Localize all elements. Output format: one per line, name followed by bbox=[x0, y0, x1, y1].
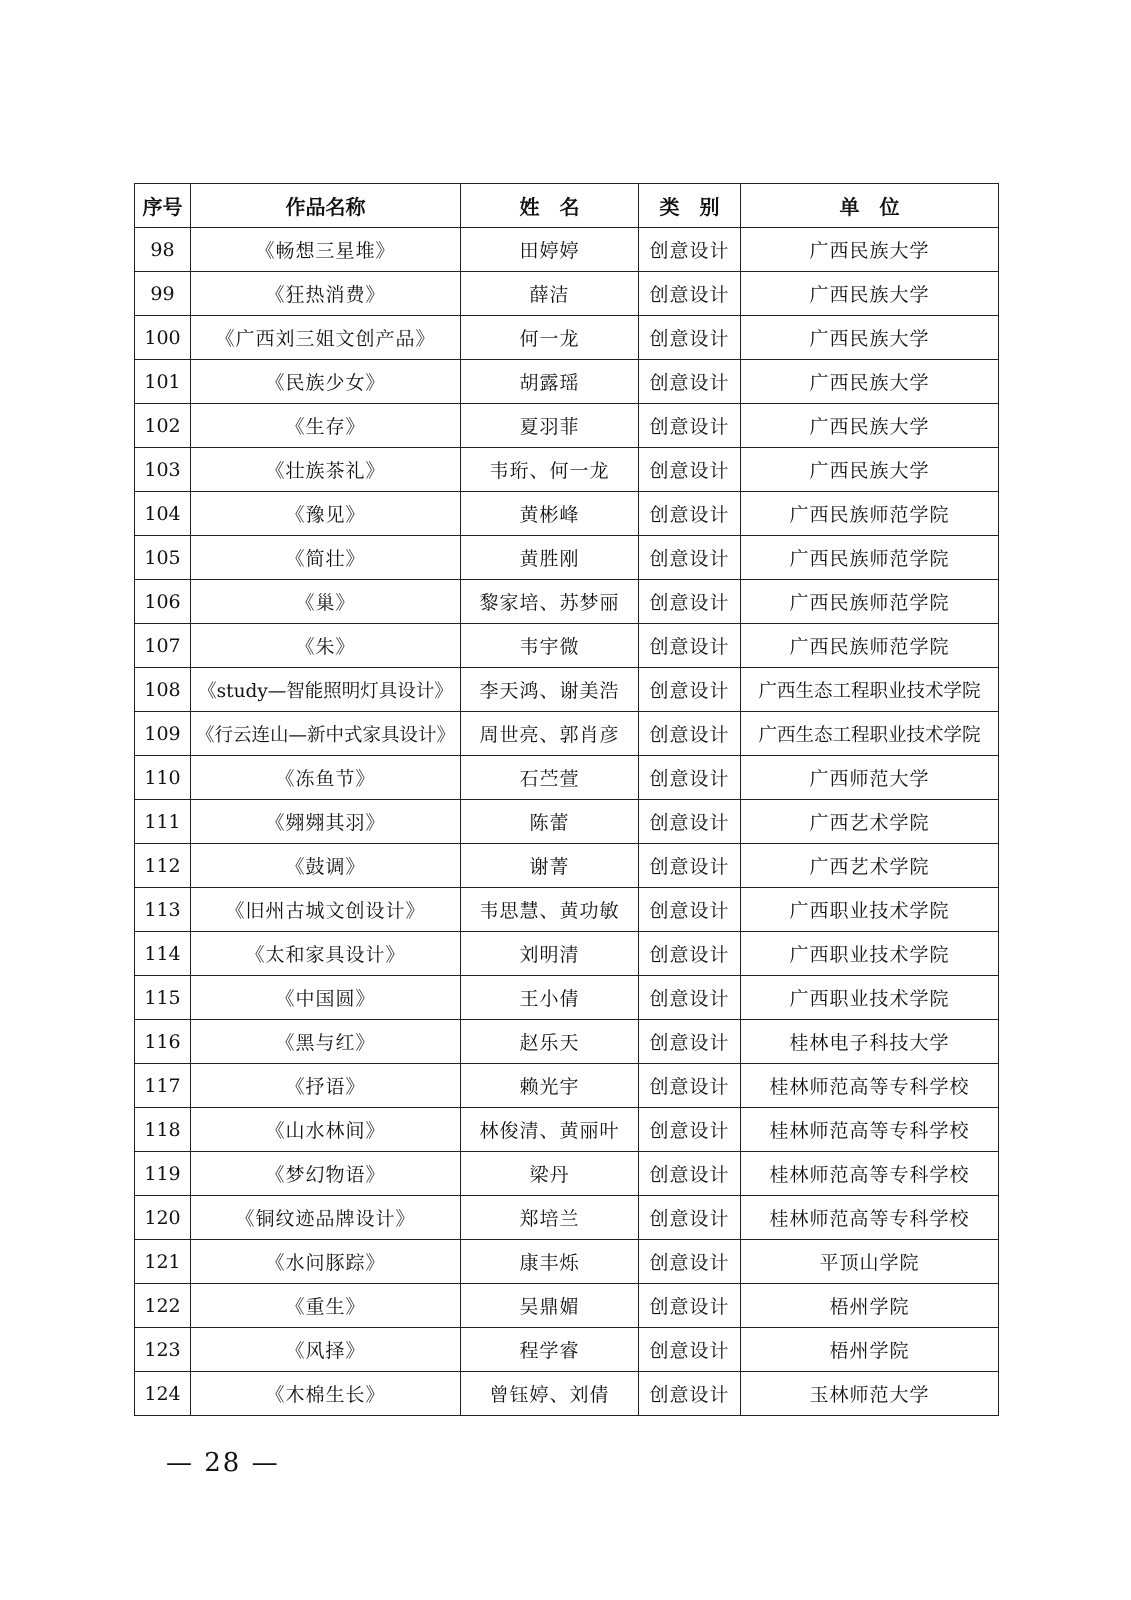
cell-title: 《广西刘三姐文创产品》 bbox=[191, 316, 461, 360]
cell-name: 周世亮、郭肖彦 bbox=[461, 712, 639, 756]
cell-title: 《旧州古城文创设计》 bbox=[191, 888, 461, 932]
cell-unit: 广西民族师范学院 bbox=[741, 492, 999, 536]
cell-title: 《民族少女》 bbox=[191, 360, 461, 404]
cell-unit: 广西职业技术学院 bbox=[741, 976, 999, 1020]
header-title: 作品名称 bbox=[191, 184, 461, 228]
cell-title: 《生存》 bbox=[191, 404, 461, 448]
table-row bbox=[135, 976, 999, 1020]
cell-no: 115 bbox=[135, 976, 191, 1020]
cell-unit: 广西生态工程职业技术学院 bbox=[741, 668, 999, 712]
cell-category: 创意设计 bbox=[639, 1108, 741, 1152]
cell-unit: 梧州学院 bbox=[741, 1328, 999, 1372]
cell-no: 120 bbox=[135, 1196, 191, 1240]
header-name: 姓 名 bbox=[461, 184, 639, 228]
cell-unit: 桂林师范高等专科学校 bbox=[741, 1196, 999, 1240]
cell-category: 创意设计 bbox=[639, 844, 741, 888]
cell-category: 创意设计 bbox=[639, 668, 741, 712]
header-no: 序号 bbox=[135, 184, 191, 228]
cell-name: 黄胜刚 bbox=[461, 536, 639, 580]
cell-no: 103 bbox=[135, 448, 191, 492]
cell-category: 创意设计 bbox=[639, 800, 741, 844]
cell-name: 韦珩、何一龙 bbox=[461, 448, 639, 492]
table-row bbox=[135, 844, 999, 888]
cell-unit: 桂林师范高等专科学校 bbox=[741, 1108, 999, 1152]
cell-category: 创意设计 bbox=[639, 404, 741, 448]
table-row bbox=[135, 272, 999, 316]
cell-category: 创意设计 bbox=[639, 316, 741, 360]
cell-name: 梁丹 bbox=[461, 1152, 639, 1196]
table-row bbox=[135, 800, 999, 844]
table-row bbox=[135, 1108, 999, 1152]
cell-name: 吴鼎媚 bbox=[461, 1284, 639, 1328]
cell-name: 田婷婷 bbox=[461, 228, 639, 272]
cell-category: 创意设计 bbox=[639, 1284, 741, 1328]
cell-title: 《梦幻物语》 bbox=[191, 1152, 461, 1196]
cell-category: 创意设计 bbox=[639, 1064, 741, 1108]
cell-name: 薛洁 bbox=[461, 272, 639, 316]
cell-title: 《冻鱼节》 bbox=[191, 756, 461, 800]
table-row bbox=[135, 1328, 999, 1372]
cell-unit: 桂林师范高等专科学校 bbox=[741, 1152, 999, 1196]
table-row bbox=[135, 536, 999, 580]
cell-unit: 广西民族大学 bbox=[741, 360, 999, 404]
table-row bbox=[135, 932, 999, 976]
cell-no: 119 bbox=[135, 1152, 191, 1196]
table-row bbox=[135, 360, 999, 404]
cell-title: 《抒语》 bbox=[191, 1064, 461, 1108]
table-row bbox=[135, 492, 999, 536]
cell-category: 创意设计 bbox=[639, 932, 741, 976]
cell-name: 谢菁 bbox=[461, 844, 639, 888]
cell-no: 124 bbox=[135, 1372, 191, 1416]
cell-category: 创意设计 bbox=[639, 1152, 741, 1196]
cell-category: 创意设计 bbox=[639, 228, 741, 272]
cell-unit: 广西民族师范学院 bbox=[741, 624, 999, 668]
cell-name: 程学睿 bbox=[461, 1328, 639, 1372]
cell-name: 陈蕾 bbox=[461, 800, 639, 844]
cell-name: 黄彬峰 bbox=[461, 492, 639, 536]
table-row bbox=[135, 756, 999, 800]
cell-name: 林俊清、黄丽叶 bbox=[461, 1108, 639, 1152]
cell-category: 创意设计 bbox=[639, 624, 741, 668]
cell-title: 《风择》 bbox=[191, 1328, 461, 1372]
cell-title: 《山水林间》 bbox=[191, 1108, 461, 1152]
cell-unit: 广西民族大学 bbox=[741, 404, 999, 448]
cell-name: 赖光宇 bbox=[461, 1064, 639, 1108]
cell-no: 114 bbox=[135, 932, 191, 976]
cell-category: 创意设计 bbox=[639, 756, 741, 800]
cell-title: 《铜纹迹品牌设计》 bbox=[191, 1196, 461, 1240]
cell-category: 创意设计 bbox=[639, 492, 741, 536]
cell-name: 韦宇微 bbox=[461, 624, 639, 668]
cell-name: 刘明清 bbox=[461, 932, 639, 976]
cell-category: 创意设计 bbox=[639, 536, 741, 580]
cell-unit: 广西民族大学 bbox=[741, 316, 999, 360]
cell-title: 《水问豚踪》 bbox=[191, 1240, 461, 1284]
cell-no: 117 bbox=[135, 1064, 191, 1108]
cell-unit: 广西民族大学 bbox=[741, 272, 999, 316]
cell-name: 何一龙 bbox=[461, 316, 639, 360]
cell-unit: 广西艺术学院 bbox=[741, 800, 999, 844]
cell-no: 100 bbox=[135, 316, 191, 360]
table-body bbox=[135, 228, 999, 1416]
cell-category: 创意设计 bbox=[639, 360, 741, 404]
cell-category: 创意设计 bbox=[639, 976, 741, 1020]
cell-no: 109 bbox=[135, 712, 191, 756]
cell-unit: 梧州学院 bbox=[741, 1284, 999, 1328]
cell-name: 王小倩 bbox=[461, 976, 639, 1020]
cell-no: 121 bbox=[135, 1240, 191, 1284]
cell-name: 夏羽菲 bbox=[461, 404, 639, 448]
cell-category: 创意设计 bbox=[639, 1240, 741, 1284]
table-row bbox=[135, 404, 999, 448]
cell-title: 《行云连山—新中式家具设计》 bbox=[191, 712, 461, 756]
cell-no: 106 bbox=[135, 580, 191, 624]
cell-no: 118 bbox=[135, 1108, 191, 1152]
cell-no: 122 bbox=[135, 1284, 191, 1328]
cell-no: 102 bbox=[135, 404, 191, 448]
cell-unit: 广西民族大学 bbox=[741, 228, 999, 272]
cell-category: 创意设计 bbox=[639, 1020, 741, 1064]
page-number: — 28 — bbox=[166, 1448, 280, 1478]
table-row bbox=[135, 228, 999, 272]
table-row bbox=[135, 712, 999, 756]
cell-name: 曾钰婷、刘倩 bbox=[461, 1372, 639, 1416]
cell-category: 创意设计 bbox=[639, 1196, 741, 1240]
table-row bbox=[135, 1240, 999, 1284]
cell-unit: 广西民族师范学院 bbox=[741, 580, 999, 624]
cell-title: 《翙翙其羽》 bbox=[191, 800, 461, 844]
table-row bbox=[135, 1284, 999, 1328]
cell-category: 创意设计 bbox=[639, 272, 741, 316]
table-row bbox=[135, 1196, 999, 1240]
cell-title: 《太和家具设计》 bbox=[191, 932, 461, 976]
header-row bbox=[135, 184, 999, 228]
cell-no: 113 bbox=[135, 888, 191, 932]
cell-no: 107 bbox=[135, 624, 191, 668]
cell-name: 康丰烁 bbox=[461, 1240, 639, 1284]
cell-title: 《重生》 bbox=[191, 1284, 461, 1328]
cell-title: 《狂热消费》 bbox=[191, 272, 461, 316]
cell-title: 《木棉生长》 bbox=[191, 1372, 461, 1416]
header-unit: 单 位 bbox=[741, 184, 999, 228]
cell-unit: 广西民族大学 bbox=[741, 448, 999, 492]
cell-no: 111 bbox=[135, 800, 191, 844]
cell-title: 《巢》 bbox=[191, 580, 461, 624]
cell-unit: 广西民族师范学院 bbox=[741, 536, 999, 580]
cell-no: 101 bbox=[135, 360, 191, 404]
cell-no: 105 bbox=[135, 536, 191, 580]
cell-title: 《豫见》 bbox=[191, 492, 461, 536]
cell-name: 赵乐天 bbox=[461, 1020, 639, 1064]
cell-title: 《study—智能照明灯具设计》 bbox=[191, 668, 461, 712]
cell-no: 112 bbox=[135, 844, 191, 888]
table-row bbox=[135, 1064, 999, 1108]
cell-title: 《中国圆》 bbox=[191, 976, 461, 1020]
cell-no: 108 bbox=[135, 668, 191, 712]
table-header bbox=[135, 184, 999, 228]
table-row bbox=[135, 580, 999, 624]
award-list-table bbox=[134, 183, 999, 1416]
cell-name: 胡露瑶 bbox=[461, 360, 639, 404]
cell-title: 《畅想三星堆》 bbox=[191, 228, 461, 272]
table-row bbox=[135, 888, 999, 932]
cell-unit: 玉林师范大学 bbox=[741, 1372, 999, 1416]
cell-unit: 广西师范大学 bbox=[741, 756, 999, 800]
table-row bbox=[135, 624, 999, 668]
cell-name: 郑培兰 bbox=[461, 1196, 639, 1240]
cell-unit: 广西生态工程职业技术学院 bbox=[741, 712, 999, 756]
table-row bbox=[135, 1020, 999, 1064]
cell-category: 创意设计 bbox=[639, 580, 741, 624]
table-row bbox=[135, 668, 999, 712]
cell-name: 韦思慧、黄功敏 bbox=[461, 888, 639, 932]
cell-no: 123 bbox=[135, 1328, 191, 1372]
header-category: 类 别 bbox=[639, 184, 741, 228]
cell-unit: 桂林电子科技大学 bbox=[741, 1020, 999, 1064]
cell-no: 99 bbox=[135, 272, 191, 316]
cell-name: 黎家培、苏梦丽 bbox=[461, 580, 639, 624]
cell-name: 石苎萱 bbox=[461, 756, 639, 800]
cell-category: 创意设计 bbox=[639, 1328, 741, 1372]
cell-title: 《鼓调》 bbox=[191, 844, 461, 888]
cell-no: 104 bbox=[135, 492, 191, 536]
table-row bbox=[135, 316, 999, 360]
cell-unit: 广西职业技术学院 bbox=[741, 932, 999, 976]
cell-no: 116 bbox=[135, 1020, 191, 1064]
cell-title: 《朱》 bbox=[191, 624, 461, 668]
cell-title: 《黑与红》 bbox=[191, 1020, 461, 1064]
cell-title: 《简壮》 bbox=[191, 536, 461, 580]
table-row bbox=[135, 448, 999, 492]
cell-title: 《壮族茶礼》 bbox=[191, 448, 461, 492]
cell-unit: 广西职业技术学院 bbox=[741, 888, 999, 932]
cell-unit: 平顶山学院 bbox=[741, 1240, 999, 1284]
table-row bbox=[135, 1372, 999, 1416]
cell-category: 创意设计 bbox=[639, 448, 741, 492]
cell-unit: 桂林师范高等专科学校 bbox=[741, 1064, 999, 1108]
cell-category: 创意设计 bbox=[639, 1372, 741, 1416]
cell-category: 创意设计 bbox=[639, 712, 741, 756]
cell-no: 98 bbox=[135, 228, 191, 272]
cell-name: 李天鸿、谢美浩 bbox=[461, 668, 639, 712]
table-row bbox=[135, 1152, 999, 1196]
cell-unit: 广西艺术学院 bbox=[741, 844, 999, 888]
cell-no: 110 bbox=[135, 756, 191, 800]
cell-category: 创意设计 bbox=[639, 888, 741, 932]
